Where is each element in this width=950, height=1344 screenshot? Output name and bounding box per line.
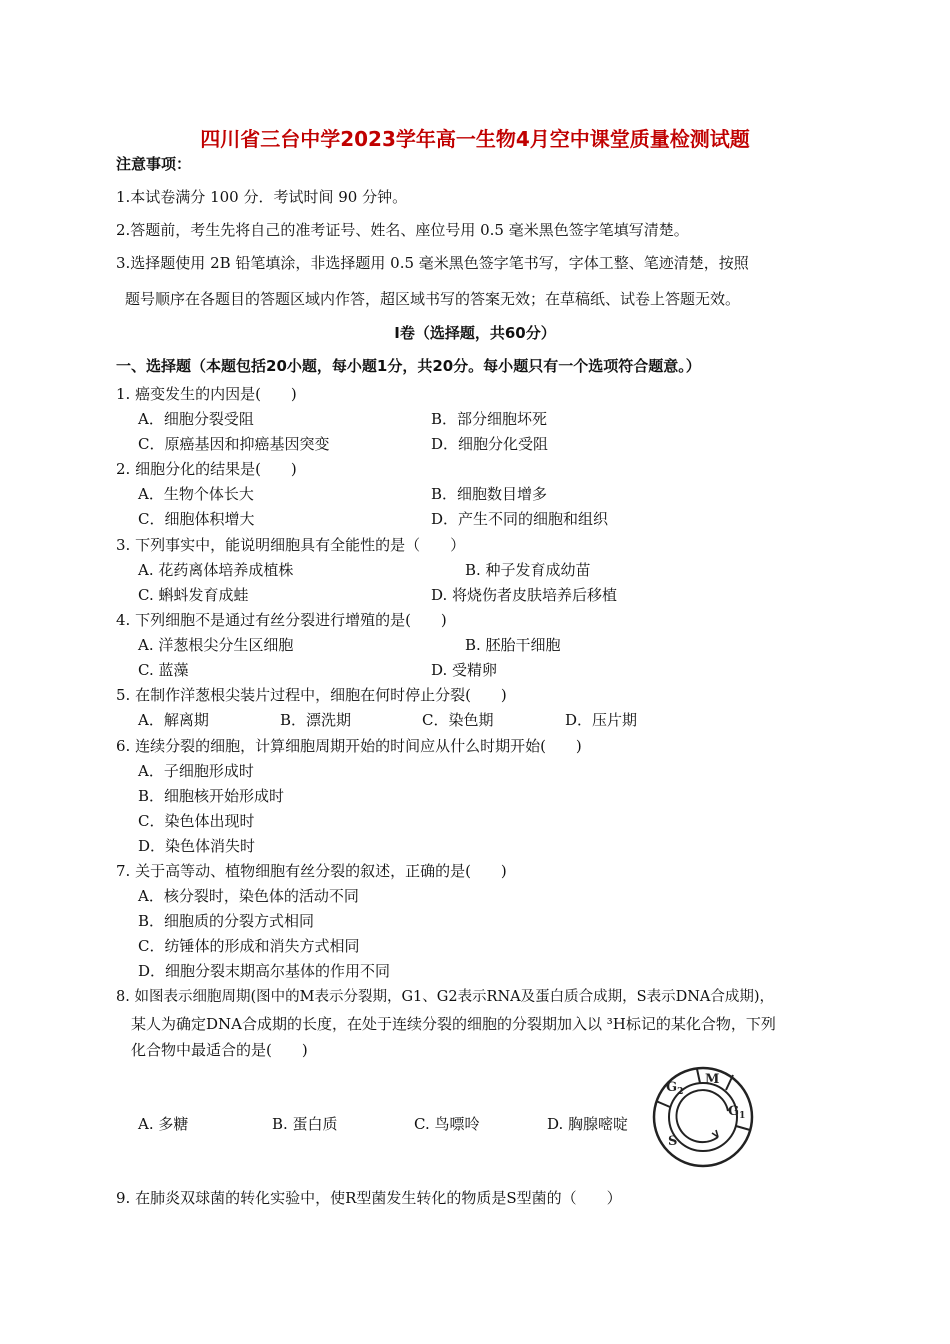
q3-option-b: B. 种子发育成幼苗: [465, 561, 591, 579]
q6-option-c: C．染色体出现时: [138, 812, 255, 830]
q5-option-a: A．解离期: [138, 711, 209, 729]
diagram-label-g1: $G_1$: [728, 1104, 746, 1121]
q2-stem: 2. 细胞分化的结果是( ): [116, 460, 297, 478]
q7-option-a: A．核分裂时，染色体的活动不同: [138, 887, 359, 905]
q5-option-d: D．压片期: [565, 711, 638, 729]
q7-option-d: D．细胞分裂末期高尔基体的作用不同: [138, 962, 391, 980]
q9-stem: 9. 在肺炎双球菌的转化实验中，使R型菌发生转化的物质是S型菌的（ ）: [116, 1189, 622, 1207]
q4-option-a: A. 洋葱根尖分生区细胞: [138, 636, 294, 654]
diagram-label-s: S: [668, 1134, 678, 1149]
q8-option-d: D. 胸腺嘧啶: [547, 1115, 629, 1133]
q6-option-a: A．子细胞形成时: [138, 762, 254, 780]
q1-option-b: B．部分细胞坏死: [431, 410, 548, 428]
note-3-cont: 题号顺序在各题目的答题区域内作答，超区域书写的答案无效；在草稿纸、试卷上答题无效。: [125, 290, 741, 308]
diagram-label-m: M: [705, 1072, 720, 1087]
q7-option-c: C．纺锤体的形成和消失方式相同: [138, 937, 360, 955]
note-1: 1.本试卷满分 100 分．考试时间 90 分钟。: [116, 188, 408, 206]
q4-stem: 4. 下列细胞不是通过有丝分裂进行增殖的是( ): [116, 611, 447, 629]
q3-option-a: A. 花药离体培养成植株: [138, 561, 294, 579]
q1-option-a: A．细胞分裂受阻: [138, 410, 254, 428]
section-title: Ⅰ卷（选择题，共60分）: [394, 324, 556, 342]
q2-option-c: C．细胞体积增大: [138, 510, 255, 528]
q1-option-c: C．原癌基因和抑癌基因突变: [138, 435, 330, 453]
q5-option-b: B．漂洗期: [280, 711, 352, 729]
q8-option-a: A. 多糖: [138, 1115, 189, 1133]
q3-option-c: C. 蝌蚪发育成蛙: [138, 586, 249, 604]
svg-text:G2: $G_2$: [666, 1080, 684, 1097]
q6-option-b: B．细胞核开始形成时: [138, 787, 285, 805]
q8-stem-line-3: 化合物中最适合的是( ): [131, 1041, 308, 1059]
part-heading: 一、选择题（本题包括20小题，每小题1分，共20分。每小题只有一个选项符合题意。）: [116, 357, 701, 375]
q2-option-b: B．细胞数目增多: [431, 485, 548, 503]
q4-option-d: D. 受精卵: [431, 661, 498, 679]
q5-option-c: C．染色期: [422, 711, 494, 729]
q6-stem: 6. 连续分裂的细胞，计算细胞周期开始的时间应从什么时期开始( ): [116, 737, 582, 755]
q2-option-a: A．生物个体长大: [138, 485, 254, 503]
q1-option-d: D．细胞分化受阻: [431, 435, 549, 453]
q8-option-c: C. 鸟嘌呤: [414, 1115, 480, 1133]
note-2: 2.答题前，考生先将自己的准考证号、姓名、座位号用 0.5 毫米黑色签字笔填写清楚。: [116, 221, 689, 239]
q5-stem: 5. 在制作洋葱根尖装片过程中，细胞在何时停止分裂( ): [116, 686, 507, 704]
page-title: 四川省三台中学2023学年高一生物4月空中课堂质量检测试题: [200, 127, 750, 151]
cell-cycle-diagram: [646, 1063, 764, 1171]
q6-option-d: D．染色体消失时: [138, 837, 256, 855]
q4-option-c: C. 蓝藻: [138, 661, 189, 679]
q8-option-b: B. 蛋白质: [272, 1115, 338, 1133]
q7-stem: 7. 关于高等动、植物细胞有丝分裂的叙述，正确的是( ): [116, 862, 507, 880]
q4-option-b: B. 胚胎干细胞: [465, 636, 561, 654]
q3-stem: 3. 下列事实中，能说明细胞具有全能性的是（ ）: [116, 536, 466, 554]
q8-stem-line-2: 某人为确定DNA合成期的长度，在处于连续分裂的细胞的分裂期加入以 ³H标记的某化合物，下列: [131, 1015, 776, 1033]
diagram-label-g2: [666, 1080, 683, 1097]
q3-option-d: D. 将烧伤者皮肤培养后移植: [431, 586, 618, 604]
q2-option-d: D．产生不同的细胞和组织: [431, 510, 609, 528]
notes-heading: 注意事项：: [116, 155, 192, 173]
note-3: 3.选择题使用 2B 铅笔填涂，非选择题用 0.5 毫米黑色签字笔书写，字体工整、笔迹清楚，按照: [116, 254, 749, 272]
q1-stem: 1. 癌变发生的内因是( ): [116, 385, 297, 403]
q7-option-b: B．细胞质的分裂方式相同: [138, 912, 315, 930]
q8-stem-line-1: 8. 如图表示细胞周期(图中的M表示分裂期，G1、G2表示RNA及蛋白质合成期，S表示DNA合成期)，: [116, 989, 775, 1005]
